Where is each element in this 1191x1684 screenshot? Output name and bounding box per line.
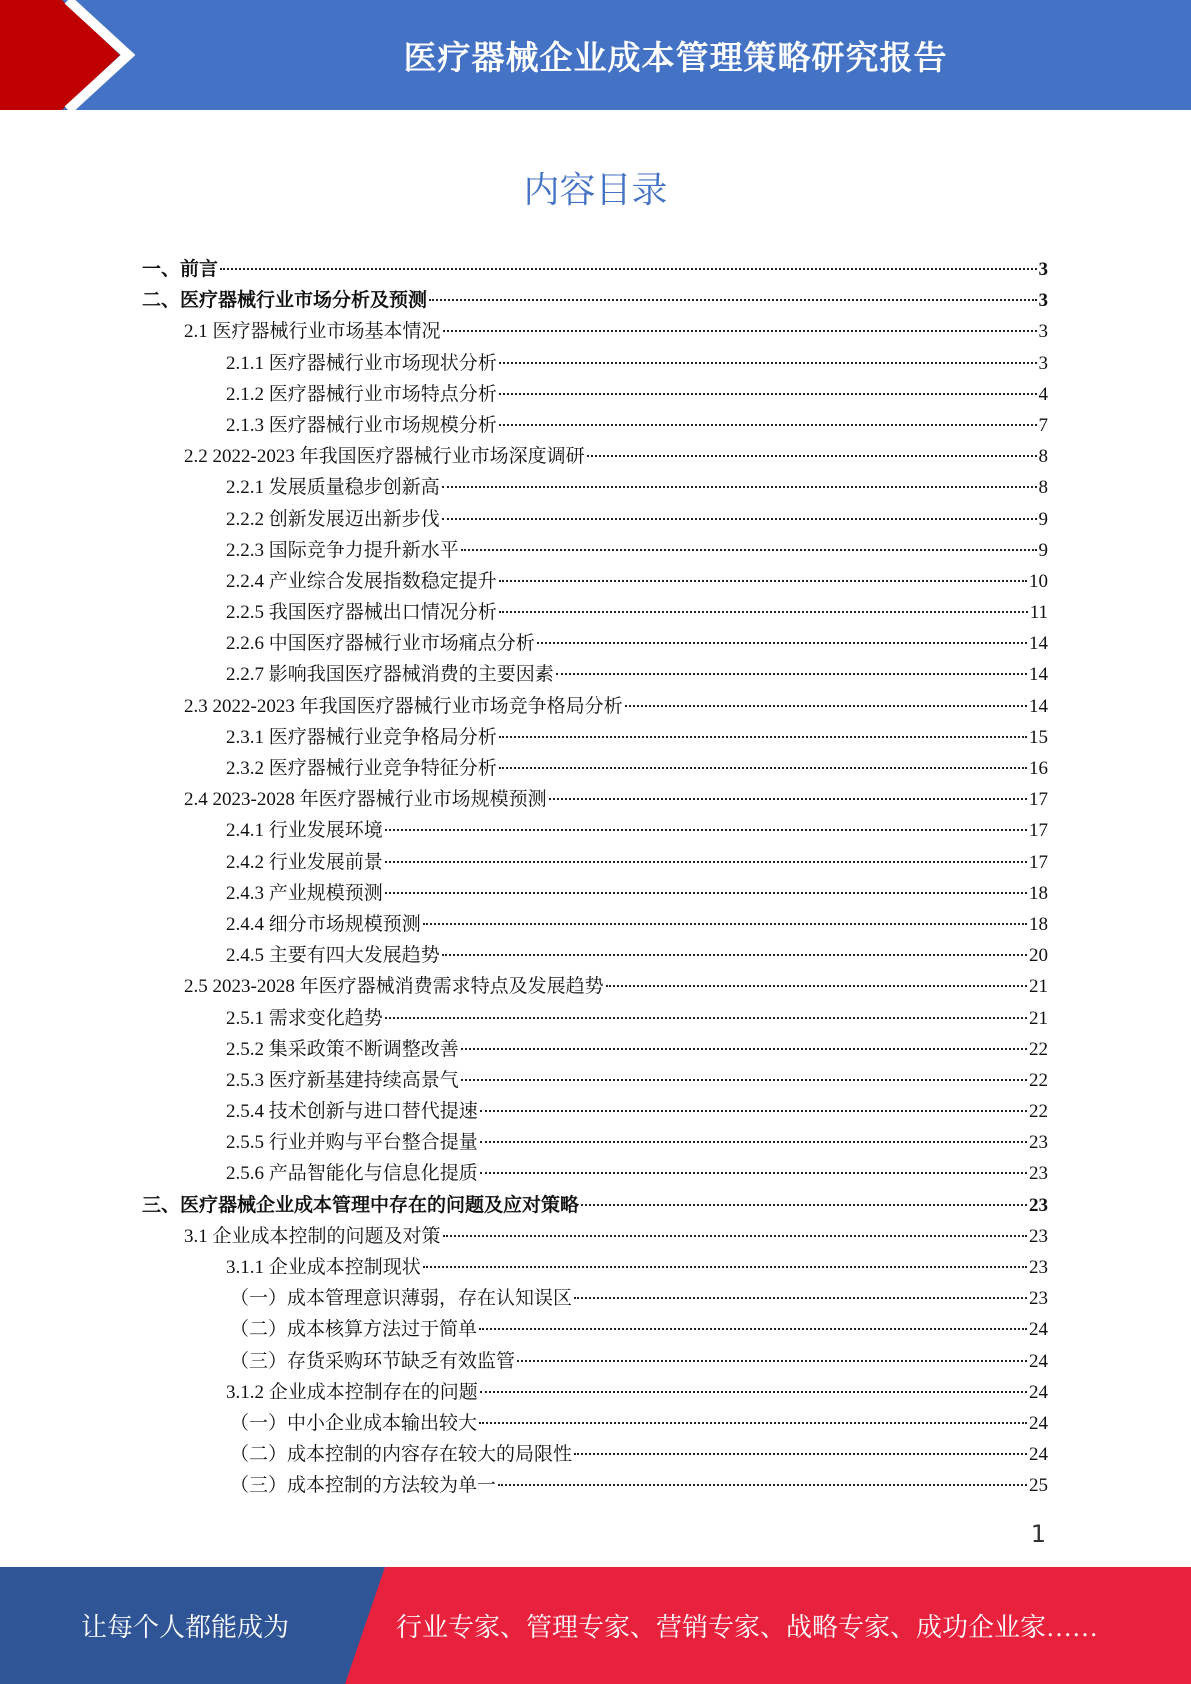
toc-entry-page: 22 bbox=[1029, 1069, 1048, 1091]
dot-leader bbox=[480, 1172, 1027, 1174]
toc-entry-label: 2.3 2022-2023 年我国医疗器械行业市场竞争格局分析 bbox=[184, 695, 623, 717]
toc-entry-page: 23 bbox=[1029, 1288, 1048, 1310]
toc-entry-label: 3.1 企业成本控制的问题及对策 bbox=[184, 1225, 441, 1247]
toc-entry-page: 11 bbox=[1029, 602, 1048, 624]
dot-leader bbox=[574, 1297, 1027, 1299]
dot-leader bbox=[480, 1110, 1027, 1112]
dot-leader bbox=[499, 424, 1037, 426]
toc-entry[interactable] bbox=[142, 971, 1048, 1002]
toc-entry-page: 21 bbox=[1029, 1007, 1048, 1029]
toc-entry[interactable] bbox=[142, 379, 1048, 410]
toc-entry-page: 23 bbox=[1029, 1194, 1048, 1216]
toc-entry-page: 23 bbox=[1029, 1257, 1048, 1278]
toc-entry[interactable] bbox=[142, 504, 1048, 535]
report-title: 医疗器械企业成本管理策略研究报告 bbox=[403, 37, 948, 77]
toc-entry[interactable] bbox=[142, 1439, 1048, 1470]
toc-entry-label: 2.4.5 主要有四大发展趋势 bbox=[226, 945, 440, 967]
toc-entry[interactable] bbox=[142, 722, 1048, 753]
toc-entry-label: 2.2.2 创新发展迈出新步伐 bbox=[226, 508, 440, 530]
toc-entry[interactable] bbox=[142, 753, 1048, 784]
toc-entry-page: 21 bbox=[1029, 976, 1048, 998]
toc-entry[interactable] bbox=[142, 784, 1048, 815]
toc-entry[interactable] bbox=[142, 691, 1048, 722]
toc-entry-page: 14 bbox=[1029, 664, 1048, 686]
toc-entry-page: 24 bbox=[1029, 1350, 1048, 1372]
dot-leader bbox=[461, 1079, 1027, 1081]
toc-entry-label: 一、前言 bbox=[142, 259, 219, 280]
toc-entry-page: 24 bbox=[1029, 1412, 1048, 1434]
dot-leader bbox=[499, 393, 1037, 395]
toc-entry-page: 16 bbox=[1029, 758, 1048, 779]
toc-entry-page: 24 bbox=[1029, 1381, 1048, 1403]
dot-leader bbox=[385, 1017, 1027, 1019]
toc-entry-page: 22 bbox=[1029, 1101, 1048, 1123]
toc-entry[interactable] bbox=[142, 1314, 1048, 1345]
toc-entry-label: （一）中小企业成本输出较大 bbox=[230, 1412, 478, 1434]
chevron-arrow-icon bbox=[0, 0, 160, 110]
dot-leader bbox=[625, 705, 1027, 707]
toc-entry[interactable] bbox=[142, 441, 1048, 472]
toc-entry-label: 2.4.2 行业发展前景 bbox=[226, 851, 383, 873]
toc-entry[interactable] bbox=[142, 628, 1048, 659]
footer-slogan-left: 让每个人都能成为 bbox=[80, 1613, 289, 1642]
toc-heading: 内容目录 bbox=[523, 170, 668, 211]
toc-entry[interactable] bbox=[142, 847, 1048, 878]
toc-entry-page: 23 bbox=[1029, 1132, 1048, 1154]
toc-entry[interactable] bbox=[142, 1346, 1048, 1377]
toc-entry[interactable] bbox=[142, 1158, 1048, 1189]
toc-entry-label: 3.1.2 企业成本控制存在的问题 bbox=[226, 1381, 478, 1403]
toc-entry-page: 8 bbox=[1038, 477, 1048, 499]
toc-entry[interactable] bbox=[142, 535, 1048, 566]
toc-entry-label: （二）成本核算方法过于简单 bbox=[230, 1319, 478, 1341]
dot-leader bbox=[499, 767, 1027, 769]
toc-entry[interactable] bbox=[142, 1190, 1048, 1221]
toc-entry-label: 2.5.2 集采政策不断调整改善 bbox=[226, 1038, 459, 1060]
toc-entry-page: 23 bbox=[1029, 1163, 1048, 1185]
toc-entry-label: 2.2.3 国际竞争力提升新水平 bbox=[226, 539, 459, 561]
dot-leader bbox=[442, 486, 1037, 488]
dot-leader bbox=[480, 1391, 1027, 1393]
toc-entry-label: 2.4.1 行业发展环境 bbox=[226, 820, 383, 842]
toc-entry-page: 22 bbox=[1029, 1038, 1048, 1060]
toc-entry-label: （一）成本管理意识薄弱，存在认知误区 bbox=[230, 1288, 573, 1310]
toc-entry[interactable] bbox=[142, 1377, 1048, 1408]
toc-entry-label: 2.1.3 医疗器械行业市场规模分析 bbox=[226, 414, 497, 436]
toc-entry-page: 24 bbox=[1029, 1444, 1048, 1466]
header-banner bbox=[0, 0, 1191, 110]
toc-entry-label: 2.5.6 产品智能化与信息化提质 bbox=[226, 1163, 478, 1185]
toc-entry-label: 2.5.4 技术创新与进口替代提速 bbox=[226, 1101, 478, 1123]
toc-entry-label: 2.5 2023-2028 年医疗器械消费需求特点及发展趋势 bbox=[184, 976, 604, 998]
dot-leader bbox=[587, 455, 1037, 457]
dot-leader bbox=[443, 330, 1037, 332]
dot-leader bbox=[479, 1422, 1027, 1424]
toc-entry[interactable] bbox=[142, 909, 1048, 940]
toc-entry-page: 4 bbox=[1038, 383, 1048, 405]
dot-leader bbox=[499, 580, 1027, 582]
dot-leader bbox=[499, 611, 1028, 613]
toc-entry[interactable] bbox=[142, 566, 1048, 597]
toc-entry[interactable] bbox=[142, 1252, 1048, 1283]
toc-entry-page: 17 bbox=[1029, 820, 1048, 842]
toc-entry-page: 18 bbox=[1029, 913, 1048, 935]
toc-entry[interactable] bbox=[142, 1470, 1048, 1501]
toc-entry-label: 2.5.1 需求变化趋势 bbox=[226, 1007, 383, 1029]
dot-leader bbox=[385, 892, 1027, 894]
toc-entry[interactable] bbox=[142, 1034, 1048, 1065]
toc-entry-label: 2.3.1 医疗器械行业竞争格局分析 bbox=[226, 726, 497, 748]
dot-leader bbox=[385, 861, 1027, 863]
toc-entry-label: 2.4 2023-2028 年医疗器械行业市场规模预测 bbox=[184, 789, 547, 811]
toc-entry-page: 25 bbox=[1029, 1475, 1048, 1497]
toc-entry-page: 8 bbox=[1038, 446, 1048, 468]
dot-leader bbox=[581, 1204, 1027, 1206]
toc-entry[interactable] bbox=[142, 1408, 1048, 1439]
toc-entry-page: 10 bbox=[1029, 570, 1048, 592]
toc-entry-label: 2.4.4 细分市场规模预测 bbox=[226, 913, 421, 935]
dot-leader bbox=[537, 642, 1027, 644]
toc-entry-label: （三）存货采购环节缺乏有效监管 bbox=[230, 1350, 516, 1372]
dot-leader bbox=[556, 673, 1027, 675]
toc-entry-page: 18 bbox=[1029, 882, 1048, 904]
page-number: 1 bbox=[1030, 1520, 1046, 1548]
dot-leader bbox=[423, 1266, 1027, 1268]
dot-leader bbox=[385, 829, 1027, 831]
dot-leader bbox=[423, 923, 1027, 925]
dot-leader bbox=[442, 954, 1027, 956]
toc-entry[interactable] bbox=[142, 878, 1048, 909]
dot-leader bbox=[499, 362, 1037, 364]
toc-entry[interactable] bbox=[142, 1221, 1048, 1252]
toc-entry-page: 9 bbox=[1038, 508, 1048, 530]
toc-entry[interactable] bbox=[142, 316, 1048, 347]
footer-slogan-right: 行业专家、管理专家、营销专家、战略专家、成功企业家…… bbox=[396, 1613, 1099, 1642]
toc-entry-page: 3 bbox=[1038, 352, 1048, 374]
toc-entry-label: 2.1.2 医疗器械行业市场特点分析 bbox=[226, 383, 497, 405]
toc-entry-page: 20 bbox=[1029, 945, 1048, 967]
toc-entry[interactable] bbox=[142, 940, 1048, 971]
dot-leader bbox=[498, 1484, 1027, 1486]
dot-leader bbox=[574, 1453, 1027, 1455]
dot-leader bbox=[443, 1235, 1027, 1237]
toc-entry[interactable] bbox=[142, 815, 1048, 846]
toc-entry-label: 2.1.1 医疗器械行业市场现状分析 bbox=[226, 352, 497, 374]
dot-leader bbox=[499, 736, 1027, 738]
dot-leader bbox=[517, 1360, 1027, 1362]
toc-entry-label: 二、医疗器械行业市场分析及预测 bbox=[142, 290, 428, 312]
dot-leader bbox=[549, 798, 1027, 800]
toc-entry-page: 24 bbox=[1029, 1319, 1048, 1341]
toc-entry-label: 3.1.1 企业成本控制现状 bbox=[226, 1257, 421, 1278]
toc-entry-label: 2.2.1 发展质量稳步创新高 bbox=[226, 477, 440, 499]
toc-entry[interactable] bbox=[142, 410, 1048, 441]
toc-entry[interactable] bbox=[142, 1003, 1048, 1034]
toc-entry-label: 2.2.7 影响我国医疗器械消费的主要因素 bbox=[226, 664, 554, 686]
toc-entry-page: 3 bbox=[1038, 290, 1048, 312]
toc-entry[interactable] bbox=[142, 254, 1048, 285]
toc-entry[interactable] bbox=[142, 1065, 1048, 1096]
toc-entry-label: 2.2.6 中国医疗器械行业市场痛点分析 bbox=[226, 633, 535, 655]
toc-entry-label: 2.2 2022-2023 年我国医疗器械行业市场深度调研 bbox=[184, 446, 585, 468]
toc-entry-label: 三、医疗器械企业成本管理中存在的问题及应对策略 bbox=[142, 1194, 580, 1216]
toc-entry[interactable] bbox=[142, 597, 1048, 628]
toc-entry[interactable] bbox=[142, 1096, 1048, 1127]
toc-entry-page: 14 bbox=[1029, 633, 1048, 655]
dot-leader bbox=[461, 1048, 1027, 1050]
toc-entry-page: 3 bbox=[1038, 321, 1048, 343]
toc-entry[interactable] bbox=[142, 659, 1048, 690]
toc-entry-label: 2.5.3 医疗新基建持续高景气 bbox=[226, 1069, 459, 1091]
dot-leader bbox=[461, 549, 1037, 551]
dot-leader bbox=[606, 985, 1027, 987]
toc-entry-page: 17 bbox=[1029, 789, 1048, 811]
toc-entry-page: 3 bbox=[1038, 259, 1048, 280]
toc-entry-label: 2.3.2 医疗器械行业竞争特征分析 bbox=[226, 758, 497, 779]
toc-entry-label: 2.2.5 我国医疗器械出口情况分析 bbox=[226, 602, 497, 624]
toc-entry-label: 2.4.3 产业规模预测 bbox=[226, 882, 383, 904]
dot-leader bbox=[480, 1141, 1027, 1143]
footer-banner bbox=[0, 1567, 1191, 1684]
toc-entry-page: 17 bbox=[1029, 851, 1048, 873]
toc-entry-label: （二）成本控制的内容存在较大的局限性 bbox=[230, 1444, 573, 1466]
toc-entry-label: 2.2.4 产业综合发展指数稳定提升 bbox=[226, 570, 497, 592]
toc-entry-label: 2.5.5 行业并购与平台整合提量 bbox=[226, 1132, 478, 1154]
toc-entry-page: 23 bbox=[1029, 1225, 1048, 1247]
toc-entry-page: 14 bbox=[1029, 695, 1048, 717]
dot-leader bbox=[220, 268, 1036, 270]
dot-leader bbox=[429, 299, 1036, 301]
toc-entry-label: 2.1 医疗器械行业市场基本情况 bbox=[184, 321, 441, 343]
toc-entry-page: 7 bbox=[1038, 414, 1048, 436]
toc-entry-label: （三）成本控制的方法较为单一 bbox=[230, 1475, 497, 1497]
toc-entry-page: 15 bbox=[1029, 726, 1048, 748]
toc-entry-page: 9 bbox=[1038, 539, 1048, 561]
toc-entry[interactable] bbox=[142, 472, 1048, 503]
toc-entry[interactable] bbox=[142, 1283, 1048, 1314]
toc-list bbox=[142, 254, 1048, 1502]
dot-leader bbox=[442, 518, 1037, 520]
toc-entry[interactable] bbox=[142, 348, 1048, 379]
dot-leader bbox=[479, 1328, 1027, 1330]
toc-entry[interactable] bbox=[142, 285, 1048, 316]
toc-entry[interactable] bbox=[142, 1127, 1048, 1158]
